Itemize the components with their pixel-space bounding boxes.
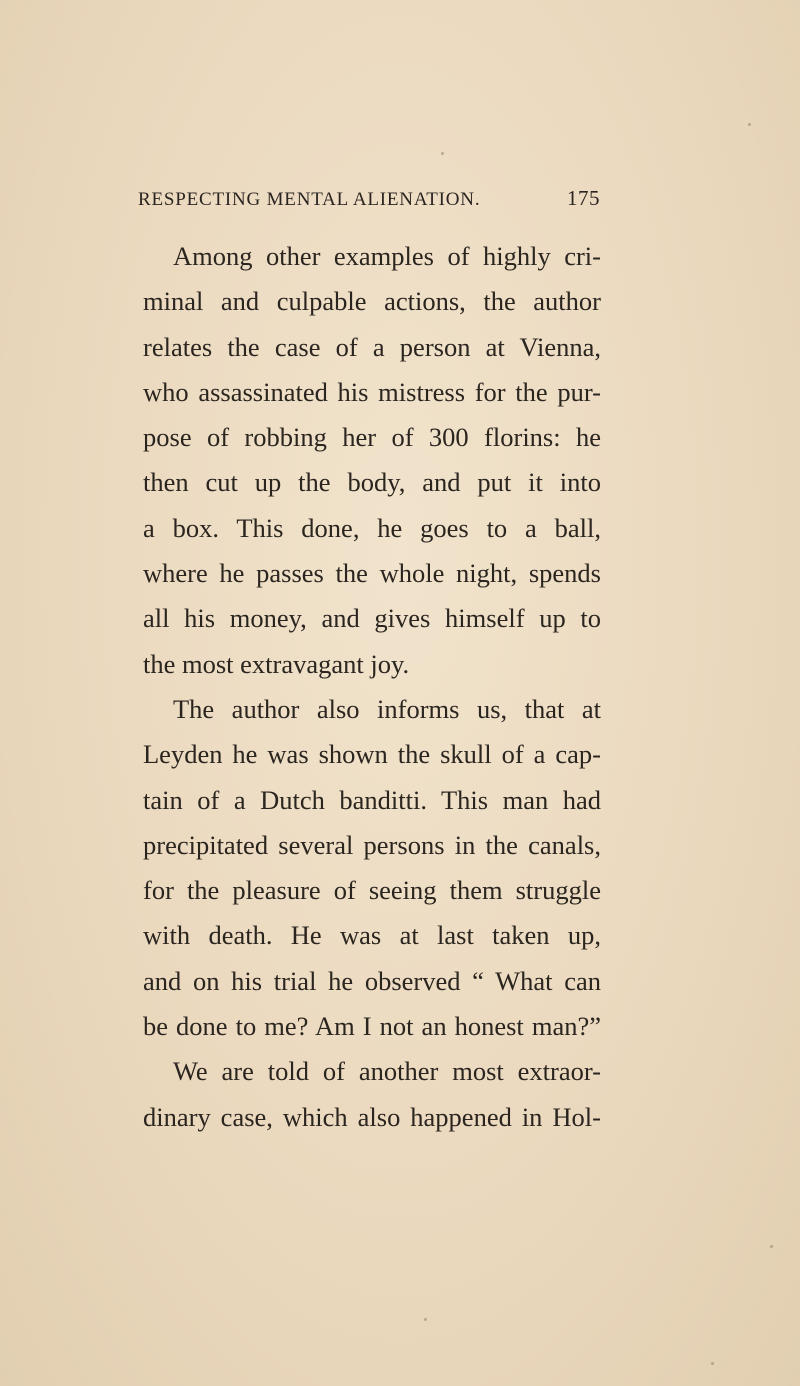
paper-speck: [441, 152, 444, 155]
text-line: The author also informs us, that at: [173, 693, 601, 724]
text-line: dinary case, which also happened in Hol-: [143, 1101, 601, 1132]
text-line: We are told of another most extraor-: [173, 1056, 601, 1087]
paper-speck: [424, 1318, 427, 1321]
text-line: and on his trial he observed “ What can: [143, 965, 601, 996]
running-title: RESPECTING MENTAL ALIENATION.: [138, 189, 481, 210]
paper-speck: [770, 1245, 773, 1248]
paper-speck: [711, 1362, 714, 1365]
text-line: minal and culpable actions, the author: [143, 286, 601, 317]
text-line: relates the case of a person at Vienna,: [143, 331, 601, 362]
text-line: where he passes the whole night, spends: [143, 558, 601, 589]
text-line: for the pleasure of seeing them struggle: [143, 875, 601, 906]
text-line: tain of a Dutch banditti. This man had: [143, 784, 601, 815]
page-number: 175: [567, 186, 600, 210]
text-line: a box. This done, he goes to a ball,: [143, 512, 601, 543]
text-line: Leyden he was shown the skull of a cap-: [143, 739, 601, 770]
text-line: pose of robbing her of 300 florins: he: [143, 422, 601, 453]
running-head: [138, 186, 600, 211]
text-line: all his money, and gives himself up to: [143, 603, 601, 634]
text-line: then cut up the body, and put it into: [143, 467, 601, 498]
paper-speck: [748, 123, 751, 126]
body-text: [143, 234, 601, 1140]
text-line: who assassinated his mistress for the pur-: [143, 376, 601, 407]
text-line: be done to me? Am I not an honest man?”: [143, 1011, 601, 1042]
text-line: precipitated several persons in the canals,: [143, 829, 601, 860]
text-line: with death. He was at last taken up,: [143, 920, 601, 951]
text-line: Among other examples of highly cri-: [173, 241, 601, 271]
text-line: the most extravagant joy.: [143, 648, 410, 679]
